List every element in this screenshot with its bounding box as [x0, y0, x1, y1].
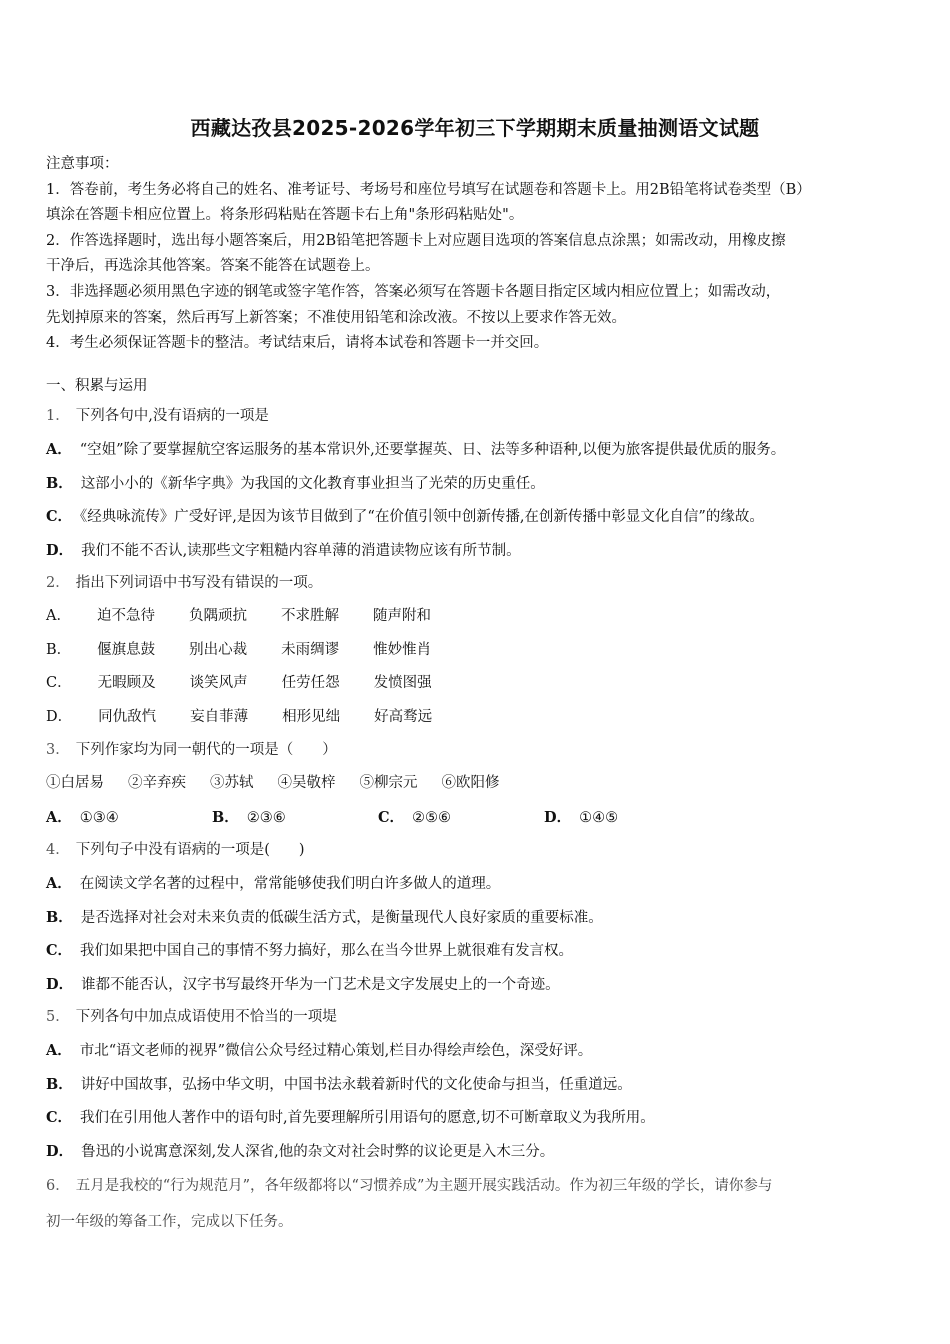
option-text: 我们在引用他人著作中的语句时,首先要理解所引用语句的愿意,切不可断章取义为我所用。	[80, 1110, 655, 1127]
option-text: 讲好中国故事，弘扬中华文明，中国书法永载着新时代的文化使命与担当，任重道远。	[80, 1076, 632, 1093]
question-4-option-c	[46, 934, 916, 967]
poet: ①白居易	[46, 775, 104, 792]
word: 未雨绸谬	[281, 641, 340, 658]
choice	[544, 801, 710, 835]
notice-line: 先划掉原来的答案，然后再写上新答案；不准使用铅笔和涂改液。不按以上要求作答无效。	[46, 309, 626, 326]
option-text: “空姐”除了要掌握航空客运服务的基本常识外,还要掌握英、日、法等多种语种,以便为旅客提供最优质的服务。	[79, 442, 786, 459]
choice	[378, 801, 544, 835]
question-1-stem	[46, 400, 916, 433]
option-text: ①④⑤	[579, 809, 619, 826]
option-text: 谁都不能否认，汉字书写最终开华为一门艺术是文字发展史上的一个奇迹。	[81, 976, 560, 993]
option-label: A．	[46, 1042, 72, 1060]
option-text: 我们不能不否认,读那些文字粗糙内容单薄的消遣读物应该有所节制。	[81, 542, 521, 559]
option-text: 是否选择对社会对未来负责的低碳生活方式，是衡量现代人良好家质的重要标准。	[80, 909, 603, 926]
question-5-option-c	[46, 1101, 916, 1134]
question-text: 五月是我校的“行为规范月”，各年级都将以“习惯养成”为主题开展实践活动。作为初三年级的学长，请你参与	[75, 1177, 773, 1194]
option-label: A．	[46, 875, 72, 893]
question-5-option-a	[46, 1034, 916, 1067]
notice-line: 2．作答选择题时，选出每小题答案后，用2B铅笔把答题卡上对应题目选项的答案信息点涂黑；如需改动，用橡皮擦	[46, 232, 786, 249]
question-3-stem	[46, 734, 916, 767]
option-label: C．	[46, 675, 72, 692]
word: 无暇顾及	[97, 675, 156, 692]
word: 不求胜解	[280, 608, 339, 625]
exam-content	[46, 374, 916, 1240]
poet: ④吴敬梓	[277, 775, 336, 792]
word: 发愤图强	[373, 675, 432, 692]
option-label: D．	[46, 708, 73, 725]
question-1-option-d	[46, 534, 916, 567]
word: 迫不急待	[96, 608, 155, 625]
question-3-poets	[46, 767, 916, 800]
poet: ⑤柳宗元	[359, 775, 418, 792]
notice-block	[46, 152, 911, 357]
option-text: ①③④	[79, 809, 119, 826]
poet: ⑥欧阳修	[441, 775, 500, 792]
question-number: 3．	[46, 741, 70, 758]
page-title: 西藏达孜县2025-2026学年初三下学期期末质量抽测语文试题	[190, 116, 760, 140]
question-3-choices	[46, 801, 916, 834]
question-text: 下列句子中没有语病的一项是( )	[75, 842, 305, 859]
question-2-option-a	[46, 600, 916, 633]
question-4-option-d	[46, 968, 916, 1001]
word: 谈笑风声	[189, 675, 248, 692]
option-label: D．	[46, 975, 74, 993]
question-number: 5．	[46, 1009, 70, 1026]
question-number: 6．	[46, 1177, 70, 1194]
question-1-option-b	[46, 467, 916, 500]
option-text: 这部小小的《新华字典》为我国的文化教育事业担当了光荣的历史重任。	[80, 475, 545, 492]
question-number: 2．	[46, 574, 70, 591]
notice-line: 3．非选择题必须用黑色字迹的钢笔或签字笔作答，答案必须写在答题卡各题目指定区域内相应位置上；如需改动，	[46, 283, 781, 300]
question-4-option-b	[46, 901, 916, 934]
word: 好高骛远	[374, 708, 433, 725]
question-1-option-c	[46, 500, 916, 533]
word: 任劳任怨	[281, 675, 340, 692]
option-label: B．	[46, 474, 73, 492]
question-2-stem	[46, 567, 916, 600]
question-text-continued: 初一年级的筹备工作，完成以下任务。	[46, 1213, 293, 1230]
option-text: 《经典咏流传》广受好评,是因为该节目做到了“在价值引领中创新传播,在创新传播中彰显文化自信”的缘故。	[80, 509, 764, 526]
option-text: 我们如果把中国自己的事情不努力搞好，那么在当今世界上就很难有发言权。	[80, 943, 574, 960]
option-text: 在阅读文学名著的过程中，常常能够使我们明白许多做人的道理。	[79, 876, 501, 893]
question-text: 下列各句中加点成语使用不恰当的一项堤	[75, 1009, 337, 1026]
option-label: C．	[46, 508, 73, 526]
question-number: 4．	[46, 842, 70, 859]
option-label: D．	[46, 541, 74, 559]
option-label: A．	[46, 808, 72, 826]
word: 同仇敌忾	[98, 708, 157, 725]
option-label: C．	[46, 942, 73, 960]
poet: ②辛弃疾	[128, 775, 186, 792]
question-4-stem	[46, 834, 916, 867]
choice	[212, 801, 378, 835]
question-text: 下列各句中,没有语病的一项是	[75, 408, 269, 424]
question-5-option-d	[46, 1135, 916, 1168]
option-label: C．	[378, 808, 405, 826]
question-text: 指出下列词语中书写没有错误的一项。	[75, 574, 323, 591]
choice	[46, 801, 212, 835]
question-2-option-c	[46, 667, 916, 700]
word: 别出心裁	[189, 641, 248, 658]
option-label: B．	[46, 1075, 73, 1093]
option-text: 鲁迅的小说寓意深刻,发人深省,他的杂文对社会时弊的议论更是入木三分。	[81, 1143, 555, 1160]
question-number: 1．	[46, 408, 70, 424]
option-text: 市北“语文老师的视界”微信公众号经过精心策划,栏目办得绘声绘色，深受好评。	[79, 1043, 593, 1060]
question-2-option-d	[46, 701, 916, 734]
option-label: B．	[212, 808, 239, 826]
question-1-option-a	[46, 433, 916, 466]
option-label: B．	[46, 908, 73, 926]
word: 偃旗息鼓	[97, 641, 156, 658]
option-label: B．	[46, 641, 72, 658]
word: 负隅顽抗	[188, 608, 247, 625]
poet: ③苏轼	[210, 775, 254, 792]
option-label: C．	[46, 1109, 73, 1127]
option-text: ②③⑥	[246, 809, 286, 826]
option-label: D．	[544, 808, 572, 826]
notice-line: 干净后，再选涂其他答案。答案不能答在试题卷上。	[46, 258, 380, 275]
option-label: D．	[46, 1142, 74, 1160]
notice-line: 1．答卷前，考生务必将自己的姓名、准考证号、考场号和座位号填写在试题卷和答题卡上。用2B铅笔将试卷类型（B）	[46, 181, 811, 198]
word: 妄自菲薄	[190, 708, 249, 725]
question-6	[46, 1168, 916, 1240]
section-heading: 一、积累与运用	[46, 378, 148, 394]
word: 相形见绌	[282, 708, 341, 725]
notice-line: 填涂在答题卡相应位置上。将条形码粘贴在答题卡右上角"条形码粘贴处"。	[46, 207, 524, 224]
option-label: A．	[46, 441, 72, 459]
question-4-option-a	[46, 867, 916, 900]
question-2-option-b	[46, 634, 916, 667]
word: 随声附和	[372, 608, 431, 625]
option-label: A．	[46, 608, 71, 625]
notice-heading: 注意事项：	[46, 156, 119, 172]
option-text: ②⑤⑥	[412, 809, 452, 826]
question-text: 下列作家均为同一朝代的一项是（ ）	[75, 741, 337, 758]
notice-line: 4．考生必须保证答题卡的整洁。考试结束后，请将本试卷和答题卡一并交回。	[46, 335, 549, 352]
word: 惟妙惟肖	[373, 641, 432, 658]
question-5-stem	[46, 1001, 916, 1034]
question-5-option-b	[46, 1068, 916, 1101]
